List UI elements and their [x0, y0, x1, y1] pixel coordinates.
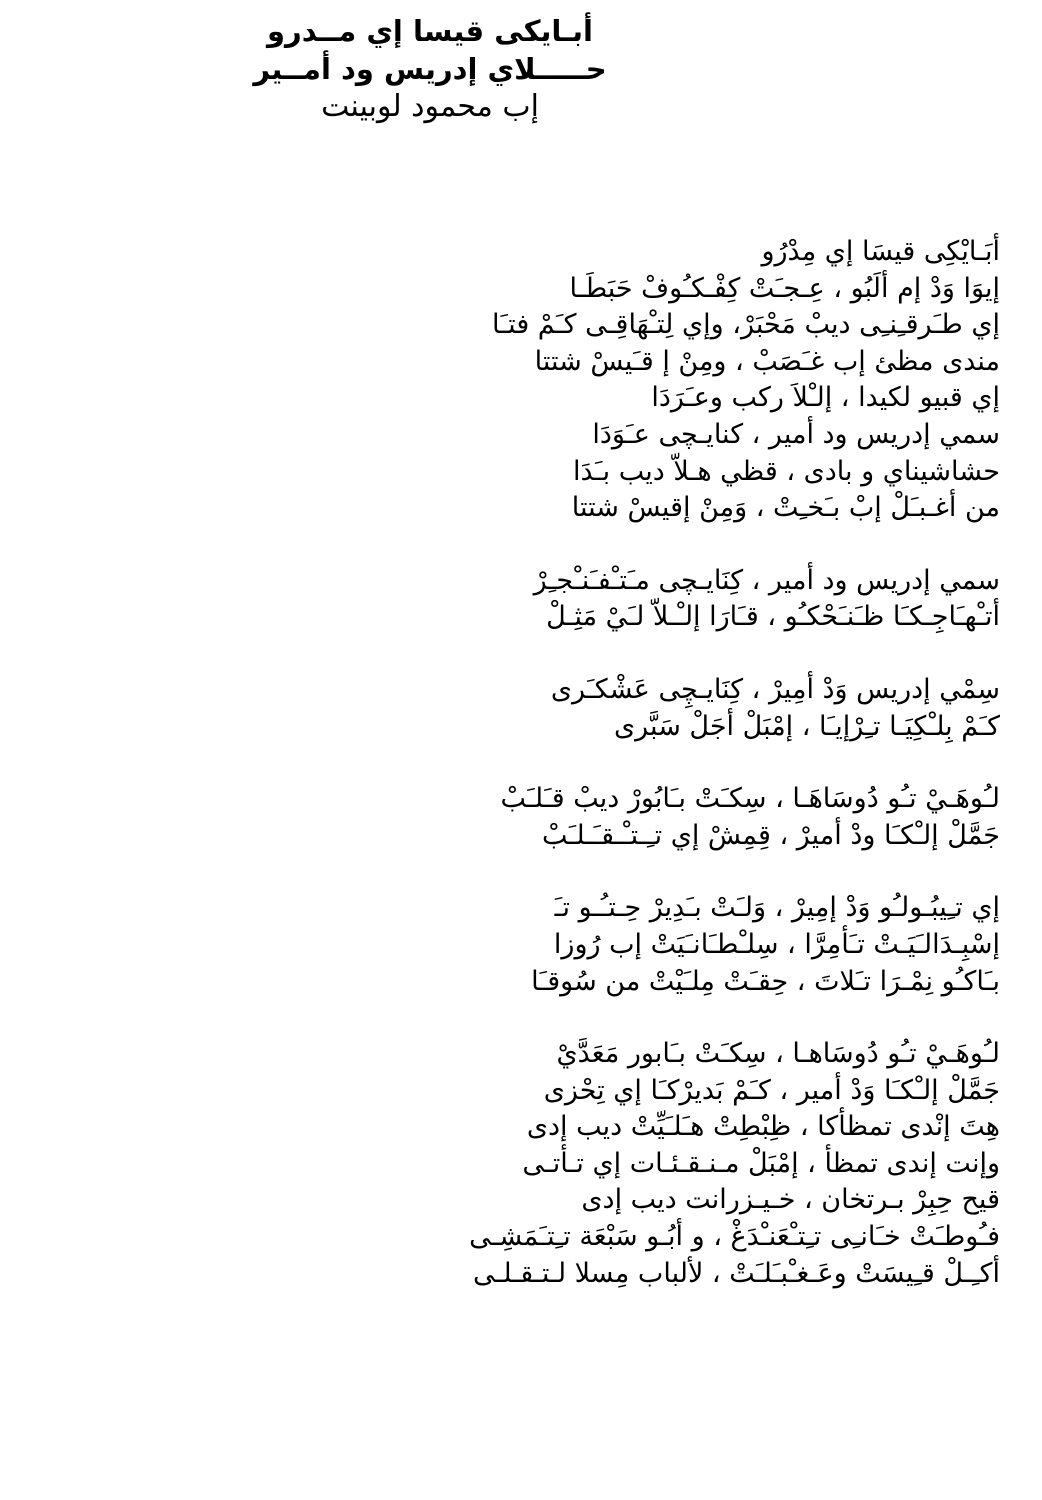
- verse-line: إيوَا وَدْ إم ألَبُو ، عِـجـَتْ كِفْـكـُوفْ حَبَطَـا: [569, 272, 1000, 304]
- verse-line: أبَـايْكِى قيسَا إي مِدْرُو: [761, 236, 1000, 267]
- stanza-gap: [300, 854, 1000, 890]
- verse-line: جَمَّلْ إلـْكـَا ودْ أميرْ ، قِمِشْ إي تـِـتـْـقـَـلـَبْ: [541, 819, 1000, 851]
- stanza-3: [300, 672, 1000, 745]
- verse-line: من أغـبـَلْ إبْ بـَخـِتْ ، وَمِنْ إقيسْ شتتا: [571, 492, 1000, 524]
- stanza-gap: [300, 636, 1000, 672]
- verse-line: مندى مظئ إب غـَصَبْ ، ومِنْ إ قـَيسْ شتتا: [534, 345, 1000, 377]
- verse-line: قيح حِبِرْ بـرتخان ، خـيـزرانت ديب إدى: [581, 1184, 1000, 1216]
- stanza-gap: [300, 745, 1000, 781]
- verse-line: إي تـِيبُـولـُو وَدْ إمِيرْ ، وَلـَتْ بـَدِيرْ حِـتـُـو تـَ: [554, 892, 1000, 924]
- stanza-5: [300, 890, 1000, 1000]
- verse-line: لـُوهَـيْ تـُو دُوسَاهـا ، سِكـَتْ بـَابور مَعَدَّيْ: [556, 1038, 1000, 1070]
- poem-body: [300, 234, 1000, 1292]
- stanza-2: [300, 563, 1000, 636]
- verse-line: هِتَ إنْدى تمظأكا ، ظِبْطِتْ هـَلـَيِّتْ ديب إدى: [526, 1111, 1000, 1143]
- verse-line: إسْبِـدَالـَيَـتْ تـَأمِرَّا ، سِلـْطـَانـَيَتْ إب رُوزا: [553, 928, 1000, 960]
- verse-line: لـُوهَـيْ تـُو دُوسَاهَـا ، سِكـَتْ بـَابُورْ ديبْ قـَلـَبْ: [500, 783, 1000, 815]
- title-line-1: أبـايكى قيسا إي مــدرو: [266, 14, 593, 48]
- verse-line: وإنت إندى تمظأ ، إمْبَلْ مـنـقـئـات إي تـأتـى: [522, 1147, 1000, 1179]
- title-line-2: حـــــلاي إدريس ود أمــير: [253, 52, 607, 86]
- verse-line: أكـِـلْ قـِيسَتْ وعَـغـْبـَلـَتْ ، لألباب مِسلا لـتـقـلـى: [472, 1257, 1000, 1289]
- author-line: إب محمود لوبينت: [321, 89, 539, 124]
- document-header: [0, 12, 860, 126]
- verse-line: فـُوطـَتْ خـَانـِى تـِتـْعَنـْدَغْ ، و أبُـو سَبْعَة تـِتـَمَشِـى: [469, 1221, 1000, 1253]
- verse-line: إي طـَرقـِنـِى ديبْ مَحْبَرْ، وإي لِتـْهَاقِـى كـَمْ فتـَا: [492, 309, 1000, 341]
- stanza-gap: [300, 1000, 1000, 1036]
- verse-line: بـَاكـُو نِمْـرَا تـَلاتَ ، حِقـَتْ مِلـَيْتْ من سُوقـَا: [531, 965, 1000, 997]
- verse-line: سمي إدريس ود أمير ، كنايـچى عـَوَدَا: [592, 418, 1000, 450]
- verse-line: حشاشيناي و بادى ، قظي هـلاّ ديب بـَدَا: [573, 455, 1000, 487]
- stanza-gap: [300, 527, 1000, 563]
- verse-line: كـَمْ بِلـْكِيَـا تـِرْإيـَا ، إمْبَلْ أجَلْ سَبَّرى: [614, 710, 1000, 742]
- stanza-1: [300, 234, 1000, 527]
- stanza-4: [300, 781, 1000, 854]
- verse-line: سِمْي إدريس وَدْ أمِيرْ ، كِنَايـچِى عَشْكـَرى: [550, 673, 1000, 705]
- verse-line: جَمَّلْ إلـْكـَا وَدْ أمير ، كـَمْ بَديرْكـَا إي تِحْزى: [543, 1074, 1000, 1106]
- verse-line: أتـْهـَاجِـكـَا ظـَنـَحْكـُو ، قـَارَا إلـْـلاّ لـَيْ مَثِـلْ: [546, 601, 1000, 633]
- verse-line: إي قبيو لكيدا ، إلـْلاَ ركب وعـَرَدَا: [651, 382, 1000, 414]
- verse-line: سمي إدريس ود أمير ، كِنَايـچى مـَتـْفـَنـْجـِرْ: [533, 564, 1000, 596]
- stanza-6: [300, 1036, 1000, 1292]
